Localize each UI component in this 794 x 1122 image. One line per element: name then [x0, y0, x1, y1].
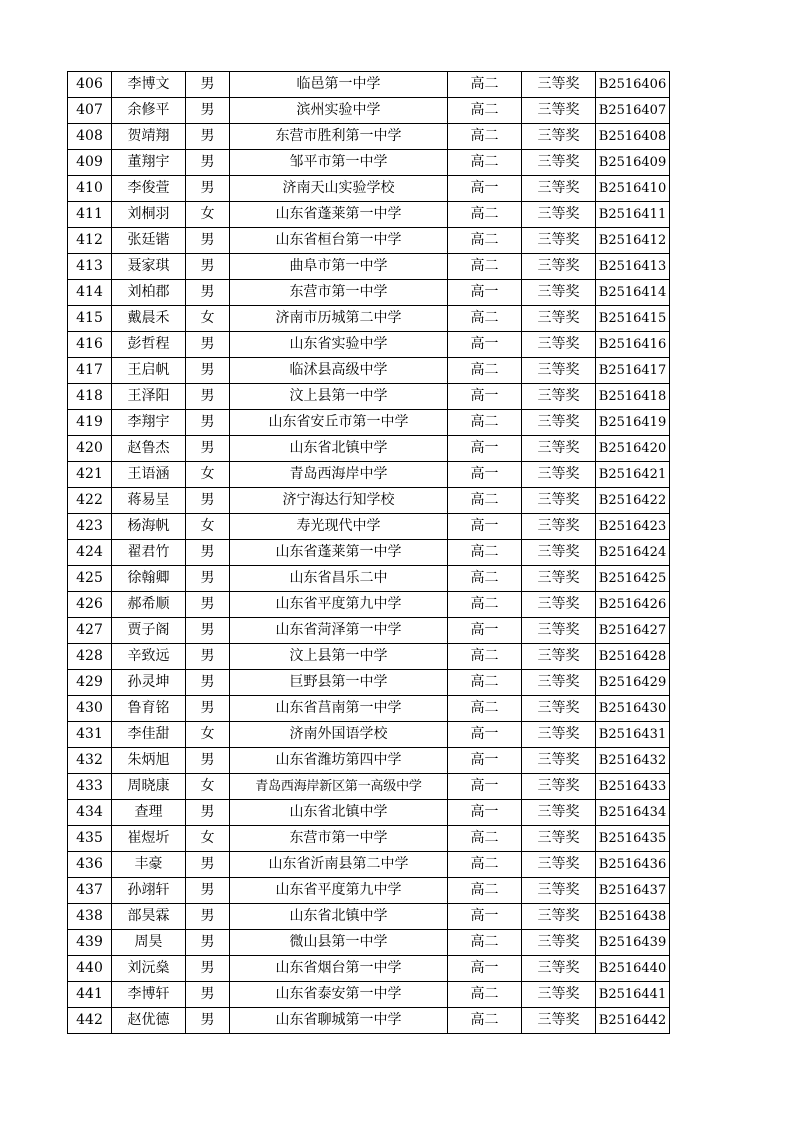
student-name: 贾子阁 [112, 618, 186, 644]
table-row [68, 72, 670, 98]
certificate-number: B2516419 [596, 410, 670, 436]
school-name: 东营市第一中学 [230, 826, 448, 852]
certificate-number: B2516418 [596, 384, 670, 410]
student-name: 聂家琪 [112, 254, 186, 280]
award-level: 三等奖 [522, 202, 596, 228]
school-name: 济南外国语学校 [230, 722, 448, 748]
table-row [68, 332, 670, 358]
table-row [68, 384, 670, 410]
row-number: 429 [68, 670, 112, 696]
table-row [68, 280, 670, 306]
row-number: 428 [68, 644, 112, 670]
row-number: 436 [68, 852, 112, 878]
certificate-number: B2516415 [596, 306, 670, 332]
award-level: 三等奖 [522, 696, 596, 722]
grade-level: 高二 [448, 410, 522, 436]
grade-level: 高二 [448, 254, 522, 280]
row-number: 417 [68, 358, 112, 384]
row-number: 406 [68, 72, 112, 98]
table-row [68, 150, 670, 176]
school-name: 东营市第一中学 [230, 280, 448, 306]
table-row [68, 670, 670, 696]
award-level: 三等奖 [522, 358, 596, 384]
table-row [68, 98, 670, 124]
certificate-number: B2516424 [596, 540, 670, 566]
row-number: 418 [68, 384, 112, 410]
student-gender: 男 [186, 410, 230, 436]
award-level: 三等奖 [522, 1008, 596, 1034]
table-row [68, 826, 670, 852]
student-gender: 男 [186, 566, 230, 592]
certificate-number: B2516413 [596, 254, 670, 280]
grade-level: 高二 [448, 540, 522, 566]
school-name: 济南天山实验学校 [230, 176, 448, 202]
school-name: 寿光现代中学 [230, 514, 448, 540]
school-name: 济宁海达行知学校 [230, 488, 448, 514]
grade-level: 高二 [448, 852, 522, 878]
student-gender: 男 [186, 384, 230, 410]
student-name: 丰豪 [112, 852, 186, 878]
certificate-number: B2516406 [596, 72, 670, 98]
table-row [68, 124, 670, 150]
student-gender: 男 [186, 878, 230, 904]
grade-level: 高一 [448, 332, 522, 358]
student-name: 部昊霖 [112, 904, 186, 930]
row-number: 421 [68, 462, 112, 488]
row-number: 411 [68, 202, 112, 228]
row-number: 409 [68, 150, 112, 176]
table-row [68, 1008, 670, 1034]
certificate-number: B2516425 [596, 566, 670, 592]
student-gender: 男 [186, 150, 230, 176]
award-level: 三等奖 [522, 514, 596, 540]
grade-level: 高一 [448, 280, 522, 306]
row-number: 442 [68, 1008, 112, 1034]
award-level: 三等奖 [522, 124, 596, 150]
student-gender: 女 [186, 306, 230, 332]
grade-level: 高一 [448, 956, 522, 982]
student-name: 贺靖翔 [112, 124, 186, 150]
student-name: 王语涵 [112, 462, 186, 488]
grade-level: 高二 [448, 644, 522, 670]
grade-level: 高一 [448, 748, 522, 774]
award-level: 三等奖 [522, 462, 596, 488]
grade-level: 高一 [448, 514, 522, 540]
school-name: 临沭县高级中学 [230, 358, 448, 384]
table-row [68, 774, 670, 800]
award-level: 三等奖 [522, 436, 596, 462]
school-name: 山东省北镇中学 [230, 904, 448, 930]
student-name: 朱炳旭 [112, 748, 186, 774]
row-number: 438 [68, 904, 112, 930]
student-name: 郝希顺 [112, 592, 186, 618]
award-level: 三等奖 [522, 618, 596, 644]
certificate-number: B2516417 [596, 358, 670, 384]
award-level: 三等奖 [522, 98, 596, 124]
school-name: 山东省蓬莱第一中学 [230, 202, 448, 228]
grade-level: 高一 [448, 176, 522, 202]
student-gender: 男 [186, 930, 230, 956]
student-name: 戴晨禾 [112, 306, 186, 332]
student-gender: 男 [186, 852, 230, 878]
grade-level: 高二 [448, 1008, 522, 1034]
certificate-number: B2516435 [596, 826, 670, 852]
student-gender: 男 [186, 618, 230, 644]
row-number: 427 [68, 618, 112, 644]
award-level: 三等奖 [522, 670, 596, 696]
student-gender: 男 [186, 98, 230, 124]
certificate-number: B2516421 [596, 462, 670, 488]
student-name: 赵鲁杰 [112, 436, 186, 462]
grade-level: 高二 [448, 878, 522, 904]
award-level: 三等奖 [522, 878, 596, 904]
award-level: 三等奖 [522, 826, 596, 852]
certificate-number: B2516442 [596, 1008, 670, 1034]
school-name: 山东省泰安第一中学 [230, 982, 448, 1008]
student-gender: 女 [186, 722, 230, 748]
grade-level: 高一 [448, 722, 522, 748]
school-name: 山东省昌乐二中 [230, 566, 448, 592]
table-row [68, 878, 670, 904]
certificate-number: B2516437 [596, 878, 670, 904]
school-name: 山东省烟台第一中学 [230, 956, 448, 982]
table-row [68, 800, 670, 826]
table-row [68, 592, 670, 618]
award-level: 三等奖 [522, 176, 596, 202]
student-gender: 男 [186, 72, 230, 98]
row-number: 415 [68, 306, 112, 332]
school-name: 山东省菏泽第一中学 [230, 618, 448, 644]
table-row [68, 514, 670, 540]
grade-level: 高一 [448, 384, 522, 410]
award-level: 三等奖 [522, 306, 596, 332]
school-name: 山东省北镇中学 [230, 800, 448, 826]
row-number: 408 [68, 124, 112, 150]
certificate-number: B2516430 [596, 696, 670, 722]
student-gender: 男 [186, 670, 230, 696]
row-number: 423 [68, 514, 112, 540]
table-row [68, 254, 670, 280]
school-name: 山东省莒南第一中学 [230, 696, 448, 722]
grade-level: 高一 [448, 462, 522, 488]
table-row [68, 982, 670, 1008]
school-name: 巨野县第一中学 [230, 670, 448, 696]
certificate-number: B2516414 [596, 280, 670, 306]
certificate-number: B2516434 [596, 800, 670, 826]
row-number: 412 [68, 228, 112, 254]
student-name: 蒋易呈 [112, 488, 186, 514]
student-name: 刘沅燊 [112, 956, 186, 982]
student-name: 翟君竹 [112, 540, 186, 566]
student-name: 崔煜圻 [112, 826, 186, 852]
award-level: 三等奖 [522, 956, 596, 982]
student-name: 刘柏郡 [112, 280, 186, 306]
table-row [68, 176, 670, 202]
row-number: 416 [68, 332, 112, 358]
student-name: 王泽阳 [112, 384, 186, 410]
grade-level: 高二 [448, 228, 522, 254]
table-row [68, 306, 670, 332]
student-name: 李俊萱 [112, 176, 186, 202]
award-level: 三等奖 [522, 254, 596, 280]
table-row [68, 748, 670, 774]
row-number: 426 [68, 592, 112, 618]
award-level: 三等奖 [522, 982, 596, 1008]
grade-level: 高二 [448, 306, 522, 332]
student-gender: 男 [186, 176, 230, 202]
student-gender: 女 [186, 826, 230, 852]
award-level: 三等奖 [522, 488, 596, 514]
student-gender: 男 [186, 124, 230, 150]
student-gender: 男 [186, 748, 230, 774]
certificate-number: B2516432 [596, 748, 670, 774]
grade-level: 高二 [448, 124, 522, 150]
certificate-number: B2516439 [596, 930, 670, 956]
school-name: 山东省蓬莱第一中学 [230, 540, 448, 566]
student-name: 赵优德 [112, 1008, 186, 1034]
grade-level: 高一 [448, 774, 522, 800]
student-gender: 男 [186, 956, 230, 982]
table-row [68, 852, 670, 878]
row-number: 424 [68, 540, 112, 566]
table-row [68, 696, 670, 722]
award-level: 三等奖 [522, 150, 596, 176]
award-level: 三等奖 [522, 800, 596, 826]
student-gender: 男 [186, 696, 230, 722]
student-name: 辛致远 [112, 644, 186, 670]
award-level: 三等奖 [522, 540, 596, 566]
row-number: 439 [68, 930, 112, 956]
student-name: 余修平 [112, 98, 186, 124]
school-name: 邹平市第一中学 [230, 150, 448, 176]
award-level: 三等奖 [522, 644, 596, 670]
grade-level: 高二 [448, 202, 522, 228]
certificate-number: B2516420 [596, 436, 670, 462]
student-gender: 男 [186, 644, 230, 670]
school-name: 青岛西海岸中学 [230, 462, 448, 488]
grade-level: 高二 [448, 982, 522, 1008]
award-level: 三等奖 [522, 410, 596, 436]
student-gender: 男 [186, 1008, 230, 1034]
student-gender: 男 [186, 332, 230, 358]
table-row [68, 540, 670, 566]
certificate-number: B2516429 [596, 670, 670, 696]
certificate-number: B2516426 [596, 592, 670, 618]
award-table-body [68, 72, 670, 1034]
student-name: 孙灵坤 [112, 670, 186, 696]
certificate-number: B2516410 [596, 176, 670, 202]
student-name: 张廷锴 [112, 228, 186, 254]
school-name: 曲阜市第一中学 [230, 254, 448, 280]
certificate-number: B2516436 [596, 852, 670, 878]
grade-level: 高二 [448, 930, 522, 956]
row-number: 410 [68, 176, 112, 202]
award-list-table [67, 71, 670, 1034]
table-row [68, 644, 670, 670]
student-name: 鲁育铭 [112, 696, 186, 722]
school-name: 山东省潍坊第四中学 [230, 748, 448, 774]
table-row [68, 956, 670, 982]
row-number: 433 [68, 774, 112, 800]
student-name: 孙翊轩 [112, 878, 186, 904]
award-level: 三等奖 [522, 72, 596, 98]
certificate-number: B2516412 [596, 228, 670, 254]
grade-level: 高一 [448, 618, 522, 644]
award-level: 三等奖 [522, 748, 596, 774]
award-level: 三等奖 [522, 332, 596, 358]
student-gender: 男 [186, 800, 230, 826]
grade-level: 高二 [448, 670, 522, 696]
school-name: 山东省安丘市第一中学 [230, 410, 448, 436]
student-gender: 男 [186, 540, 230, 566]
certificate-number: B2516441 [596, 982, 670, 1008]
award-level: 三等奖 [522, 566, 596, 592]
school-name: 汶上县第一中学 [230, 384, 448, 410]
student-gender: 女 [186, 462, 230, 488]
award-level: 三等奖 [522, 930, 596, 956]
school-name: 山东省平度第九中学 [230, 878, 448, 904]
certificate-number: B2516411 [596, 202, 670, 228]
student-gender: 男 [186, 904, 230, 930]
award-level: 三等奖 [522, 592, 596, 618]
row-number: 441 [68, 982, 112, 1008]
school-name: 山东省沂南县第二中学 [230, 852, 448, 878]
row-number: 420 [68, 436, 112, 462]
certificate-number: B2516440 [596, 956, 670, 982]
row-number: 437 [68, 878, 112, 904]
row-number: 425 [68, 566, 112, 592]
row-number: 430 [68, 696, 112, 722]
student-gender: 女 [186, 202, 230, 228]
student-gender: 男 [186, 488, 230, 514]
certificate-number: B2516416 [596, 332, 670, 358]
table-row [68, 488, 670, 514]
table-row [68, 228, 670, 254]
school-name: 济南市历城第二中学 [230, 306, 448, 332]
table-row [68, 436, 670, 462]
student-name: 刘桐羽 [112, 202, 186, 228]
row-number: 431 [68, 722, 112, 748]
school-name: 汶上县第一中学 [230, 644, 448, 670]
certificate-number: B2516427 [596, 618, 670, 644]
school-name: 临邑第一中学 [230, 72, 448, 98]
grade-level: 高二 [448, 592, 522, 618]
row-number: 414 [68, 280, 112, 306]
certificate-number: B2516408 [596, 124, 670, 150]
row-number: 413 [68, 254, 112, 280]
student-name: 李翔宇 [112, 410, 186, 436]
certificate-number: B2516422 [596, 488, 670, 514]
award-level: 三等奖 [522, 228, 596, 254]
table-row [68, 904, 670, 930]
row-number: 440 [68, 956, 112, 982]
certificate-number: B2516433 [596, 774, 670, 800]
row-number: 435 [68, 826, 112, 852]
student-gender: 男 [186, 592, 230, 618]
grade-level: 高二 [448, 566, 522, 592]
certificate-number: B2516431 [596, 722, 670, 748]
student-name: 李佳甜 [112, 722, 186, 748]
student-name: 杨海帆 [112, 514, 186, 540]
award-level: 三等奖 [522, 722, 596, 748]
award-level: 三等奖 [522, 774, 596, 800]
row-number: 432 [68, 748, 112, 774]
award-level: 三等奖 [522, 280, 596, 306]
student-name: 徐翰卿 [112, 566, 186, 592]
school-name: 山东省聊城第一中学 [230, 1008, 448, 1034]
award-level: 三等奖 [522, 852, 596, 878]
table-row [68, 462, 670, 488]
student-name: 李博轩 [112, 982, 186, 1008]
student-gender: 男 [186, 254, 230, 280]
student-gender: 女 [186, 774, 230, 800]
grade-level: 高二 [448, 150, 522, 176]
table-row [68, 358, 670, 384]
school-name: 山东省实验中学 [230, 332, 448, 358]
grade-level: 高二 [448, 696, 522, 722]
student-name: 查理 [112, 800, 186, 826]
certificate-number: B2516438 [596, 904, 670, 930]
table-row [68, 722, 670, 748]
school-name: 滨州实验中学 [230, 98, 448, 124]
table-row [68, 930, 670, 956]
student-name: 彭哲程 [112, 332, 186, 358]
table-row [68, 410, 670, 436]
student-gender: 男 [186, 228, 230, 254]
school-name: 山东省桓台第一中学 [230, 228, 448, 254]
grade-level: 高二 [448, 72, 522, 98]
certificate-number: B2516407 [596, 98, 670, 124]
student-name: 周昊 [112, 930, 186, 956]
award-level: 三等奖 [522, 384, 596, 410]
certificate-number: B2516409 [596, 150, 670, 176]
student-gender: 男 [186, 358, 230, 384]
school-name: 东营市胜利第一中学 [230, 124, 448, 150]
grade-level: 高一 [448, 800, 522, 826]
row-number: 419 [68, 410, 112, 436]
table-row [68, 202, 670, 228]
award-level: 三等奖 [522, 904, 596, 930]
certificate-number: B2516428 [596, 644, 670, 670]
school-name: 山东省北镇中学 [230, 436, 448, 462]
student-name: 周晓康 [112, 774, 186, 800]
row-number: 434 [68, 800, 112, 826]
student-name: 董翔宇 [112, 150, 186, 176]
student-gender: 男 [186, 280, 230, 306]
row-number: 407 [68, 98, 112, 124]
school-name: 青岛西海岸新区第一高级中学 [230, 774, 448, 800]
grade-level: 高二 [448, 826, 522, 852]
student-gender: 女 [186, 514, 230, 540]
grade-level: 高一 [448, 436, 522, 462]
student-gender: 男 [186, 436, 230, 462]
student-gender: 男 [186, 982, 230, 1008]
student-name: 李博文 [112, 72, 186, 98]
table-row [68, 566, 670, 592]
row-number: 422 [68, 488, 112, 514]
school-name: 微山县第一中学 [230, 930, 448, 956]
grade-level: 高一 [448, 904, 522, 930]
grade-level: 高二 [448, 98, 522, 124]
school-name: 山东省平度第九中学 [230, 592, 448, 618]
grade-level: 高二 [448, 358, 522, 384]
table-row [68, 618, 670, 644]
student-name: 王启帆 [112, 358, 186, 384]
grade-level: 高二 [448, 488, 522, 514]
certificate-number: B2516423 [596, 514, 670, 540]
